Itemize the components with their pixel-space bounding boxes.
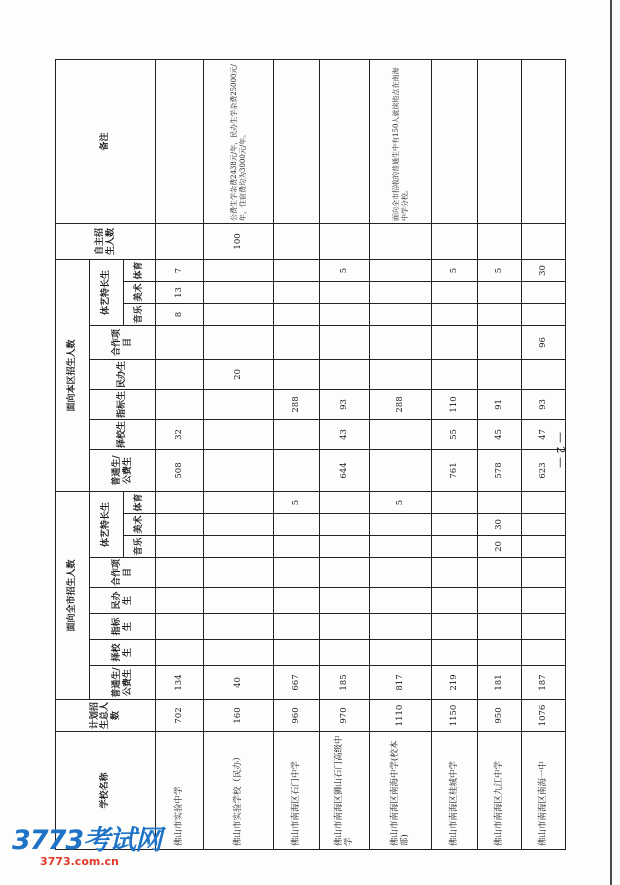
table-row xyxy=(320,59,370,849)
cell-d-art xyxy=(320,281,370,303)
cell-name: 佛山市南海区桂城中学 xyxy=(432,732,478,850)
cell-d-quota: 93 xyxy=(320,389,370,419)
cell-c-coop xyxy=(204,558,274,588)
cell-d-quota: 288 xyxy=(274,389,320,419)
cell-d-sport: 5 xyxy=(432,259,478,281)
cell-name: 佛山市实验学校（民办） xyxy=(204,732,274,850)
header-school-name: 学校名称 xyxy=(56,732,156,850)
cell-d-private xyxy=(478,359,522,389)
header-city-private: 民办生 xyxy=(90,588,156,614)
header-district-regular: 普通生/公费生 xyxy=(90,449,156,491)
cell-c-regular: 185 xyxy=(320,666,370,700)
cell-note xyxy=(156,59,204,223)
cell-note: 公费生学杂费2438元/年，民办生学杂费25000元/年，住宿费均为3000元/年。 xyxy=(204,59,274,223)
cell-name: 佛山市南海区狮山石门高级中学 xyxy=(320,732,370,850)
cell-self: 100 xyxy=(204,223,274,259)
cell-d-private xyxy=(274,359,320,389)
binding-edge-line xyxy=(610,0,612,885)
cell-d-art xyxy=(478,281,522,303)
cell-c-sport xyxy=(320,491,370,513)
cell-c-art xyxy=(320,514,370,536)
header-city-regular: 普通生/公费生 xyxy=(90,666,156,700)
header-district-quota: 指标生 xyxy=(90,389,156,419)
cell-d-sport xyxy=(204,259,274,281)
cell-c-coop xyxy=(522,558,566,588)
cell-c-quota xyxy=(274,614,320,640)
cell-d-music xyxy=(522,303,566,325)
table-row xyxy=(432,59,478,849)
table-row xyxy=(204,59,274,849)
cell-c-private xyxy=(522,588,566,614)
cell-c-private xyxy=(156,588,204,614)
cell-d-choice: 45 xyxy=(478,419,522,449)
cell-c-music xyxy=(320,536,370,558)
cell-d-regular xyxy=(370,449,432,491)
cell-d-quota xyxy=(156,389,204,419)
header-district-music: 音乐 xyxy=(124,303,156,325)
cell-self xyxy=(156,223,204,259)
table-row xyxy=(370,59,432,849)
cell-c-music xyxy=(274,536,320,558)
cell-d-choice xyxy=(204,419,274,449)
cell-c-quota xyxy=(522,614,566,640)
cell-note xyxy=(478,59,522,223)
cell-c-art: 30 xyxy=(478,514,522,536)
cell-d-quota: 288 xyxy=(370,389,432,419)
cell-d-quota: 93 xyxy=(522,389,566,419)
cell-c-regular: 219 xyxy=(432,666,478,700)
header-district-private: 民办生 xyxy=(90,359,156,389)
cell-d-art xyxy=(370,281,432,303)
header-district-group: 面向本区招生人数 xyxy=(56,259,90,491)
cell-c-art xyxy=(432,514,478,536)
cell-c-coop xyxy=(156,558,204,588)
cell-c-sport: 5 xyxy=(370,491,432,513)
cell-c-choice xyxy=(204,640,274,666)
cell-total: 960 xyxy=(274,700,320,732)
cell-d-sport xyxy=(274,259,320,281)
cell-d-quota: 91 xyxy=(478,389,522,419)
cell-d-regular xyxy=(204,449,274,491)
cell-c-choice xyxy=(478,640,522,666)
cell-c-choice xyxy=(156,640,204,666)
cell-d-coop xyxy=(370,325,432,359)
cell-d-regular: 508 xyxy=(156,449,204,491)
cell-total: 160 xyxy=(204,700,274,732)
cell-d-choice: 55 xyxy=(432,419,478,449)
cell-c-regular: 134 xyxy=(156,666,204,700)
cell-c-quota xyxy=(204,614,274,640)
cell-total: 950 xyxy=(478,700,522,732)
cell-note xyxy=(274,59,320,223)
cell-d-music xyxy=(370,303,432,325)
cell-c-private xyxy=(478,588,522,614)
header-city-quota: 指标生 xyxy=(90,614,156,640)
header-city-choice: 择校生 xyxy=(90,640,156,666)
cell-name: 佛山市南海区南海中学(校本部) xyxy=(370,732,432,850)
cell-c-coop xyxy=(478,558,522,588)
table-row xyxy=(274,59,320,849)
header-plan-total: 计划招生总人数 xyxy=(56,700,156,732)
cell-c-choice xyxy=(274,640,320,666)
cell-d-choice xyxy=(370,419,432,449)
cell-d-music xyxy=(478,303,522,325)
cell-name: 佛山市实验中学 xyxy=(156,732,204,850)
cell-note xyxy=(320,59,370,223)
cell-d-regular: 644 xyxy=(320,449,370,491)
cell-self xyxy=(370,223,432,259)
cell-d-regular: 623 xyxy=(522,449,566,491)
cell-d-choice: 43 xyxy=(320,419,370,449)
cell-c-art xyxy=(522,514,566,536)
header-district-talent: 体艺特长生 xyxy=(90,259,124,325)
cell-c-music xyxy=(156,536,204,558)
table-row xyxy=(156,59,204,849)
header-city-talent: 体艺特长生 xyxy=(90,491,124,557)
cell-d-music xyxy=(274,303,320,325)
cell-note: 面向全市招收的普通生中有150人就读地点在南海中学分校。 xyxy=(370,59,432,223)
cell-c-regular: 817 xyxy=(370,666,432,700)
cell-c-art xyxy=(156,514,204,536)
cell-d-sport: 5 xyxy=(478,259,522,281)
cell-name: 佛山市南海区南海一中 xyxy=(522,732,566,850)
cell-c-quota xyxy=(320,614,370,640)
watermark-logo-text: 3773考试网 xyxy=(12,825,162,856)
cell-name: 佛山市南海区石门中学 xyxy=(274,732,320,850)
cell-self xyxy=(274,223,320,259)
page-number: — 2 — xyxy=(554,432,567,468)
cell-total: 970 xyxy=(320,700,370,732)
cell-self xyxy=(432,223,478,259)
cell-c-quota xyxy=(478,614,522,640)
cell-c-music xyxy=(204,536,274,558)
cell-d-art xyxy=(274,281,320,303)
cell-c-regular: 181 xyxy=(478,666,522,700)
cell-d-choice xyxy=(274,419,320,449)
header-self-enroll: 自主招生人数 xyxy=(56,223,156,259)
cell-d-private xyxy=(522,359,566,389)
cell-d-coop xyxy=(156,325,204,359)
cell-d-music xyxy=(204,303,274,325)
cell-d-quota: 110 xyxy=(432,389,478,419)
cell-d-private xyxy=(370,359,432,389)
cell-c-regular: 667 xyxy=(274,666,320,700)
table-row xyxy=(478,59,522,849)
cell-c-quota xyxy=(432,614,478,640)
cell-d-regular xyxy=(274,449,320,491)
cell-d-regular: 578 xyxy=(478,449,522,491)
cell-total: 1076 xyxy=(522,700,566,732)
cell-c-music xyxy=(370,536,432,558)
cell-c-music: 20 xyxy=(478,536,522,558)
cell-d-private xyxy=(156,359,204,389)
cell-c-art xyxy=(370,514,432,536)
cell-d-choice: 32 xyxy=(156,419,204,449)
cell-c-private xyxy=(274,588,320,614)
rotated-table-wrapper xyxy=(55,60,565,850)
header-district-art: 美术 xyxy=(124,281,156,303)
cell-c-sport xyxy=(522,491,566,513)
cell-d-music: 8 xyxy=(156,303,204,325)
cell-note xyxy=(522,59,566,223)
header-remarks: 备注 xyxy=(56,59,156,223)
cell-c-sport xyxy=(204,491,274,513)
cell-c-sport xyxy=(156,491,204,513)
cell-d-private xyxy=(432,359,478,389)
cell-d-coop xyxy=(478,325,522,359)
header-city-music: 音乐 xyxy=(124,536,156,558)
cell-note xyxy=(432,59,478,223)
cell-c-private xyxy=(204,588,274,614)
header-city-coop: 合作项目 xyxy=(90,558,156,588)
watermark-url: 3773.com.cn xyxy=(40,855,119,868)
cell-total: 702 xyxy=(156,700,204,732)
cell-c-coop xyxy=(370,558,432,588)
cell-c-coop xyxy=(320,558,370,588)
cell-d-music xyxy=(432,303,478,325)
cell-d-art xyxy=(204,281,274,303)
cell-d-sport: 30 xyxy=(522,259,566,281)
cell-d-sport: 5 xyxy=(320,259,370,281)
cell-c-private xyxy=(370,588,432,614)
cell-c-private xyxy=(320,588,370,614)
cell-d-coop xyxy=(432,325,478,359)
cell-c-coop xyxy=(432,558,478,588)
header-district-coop: 合作项目 xyxy=(90,325,156,359)
cell-c-choice xyxy=(432,640,478,666)
cell-c-art xyxy=(274,514,320,536)
cell-c-sport xyxy=(432,491,478,513)
cell-d-art xyxy=(522,281,566,303)
cell-d-art: 13 xyxy=(156,281,204,303)
header-district-sport: 体育 xyxy=(124,259,156,281)
cell-d-music xyxy=(320,303,370,325)
cell-self xyxy=(478,223,522,259)
cell-self xyxy=(320,223,370,259)
header-city-sport: 体育 xyxy=(124,491,156,513)
cell-c-private xyxy=(432,588,478,614)
watermark-logo xyxy=(12,818,161,868)
cell-c-sport xyxy=(478,491,522,513)
cell-c-music xyxy=(432,536,478,558)
cell-d-choice: 47 xyxy=(522,419,566,449)
cell-c-regular: 40 xyxy=(204,666,274,700)
cell-c-art xyxy=(204,514,274,536)
cell-d-coop: 96 xyxy=(522,325,566,359)
cell-d-quota xyxy=(204,389,274,419)
cell-c-sport: 5 xyxy=(274,491,320,513)
cell-c-choice xyxy=(320,640,370,666)
cell-d-private xyxy=(320,359,370,389)
cell-d-sport: 7 xyxy=(156,259,204,281)
cell-name: 佛山市南海区九江中学 xyxy=(478,732,522,850)
cell-d-coop xyxy=(320,325,370,359)
cell-c-choice xyxy=(522,640,566,666)
header-city-group: 面向全市招生人数 xyxy=(56,491,90,699)
cell-d-sport xyxy=(370,259,432,281)
cell-d-private: 20 xyxy=(204,359,274,389)
cell-d-regular: 761 xyxy=(432,449,478,491)
cell-c-quota xyxy=(370,614,432,640)
cell-d-coop xyxy=(274,325,320,359)
cell-c-quota xyxy=(156,614,204,640)
table-body xyxy=(156,59,566,849)
cell-total: 1150 xyxy=(432,700,478,732)
cell-c-music xyxy=(522,536,566,558)
cell-c-coop xyxy=(274,558,320,588)
enrollment-table xyxy=(55,59,566,850)
header-district-choice: 择校生 xyxy=(90,419,156,449)
header-city-art: 美术 xyxy=(124,514,156,536)
cell-total: 1110 xyxy=(370,700,432,732)
cell-d-art xyxy=(432,281,478,303)
cell-self xyxy=(522,223,566,259)
cell-c-choice xyxy=(370,640,432,666)
cell-c-regular: 187 xyxy=(522,666,566,700)
cell-d-coop xyxy=(204,325,274,359)
